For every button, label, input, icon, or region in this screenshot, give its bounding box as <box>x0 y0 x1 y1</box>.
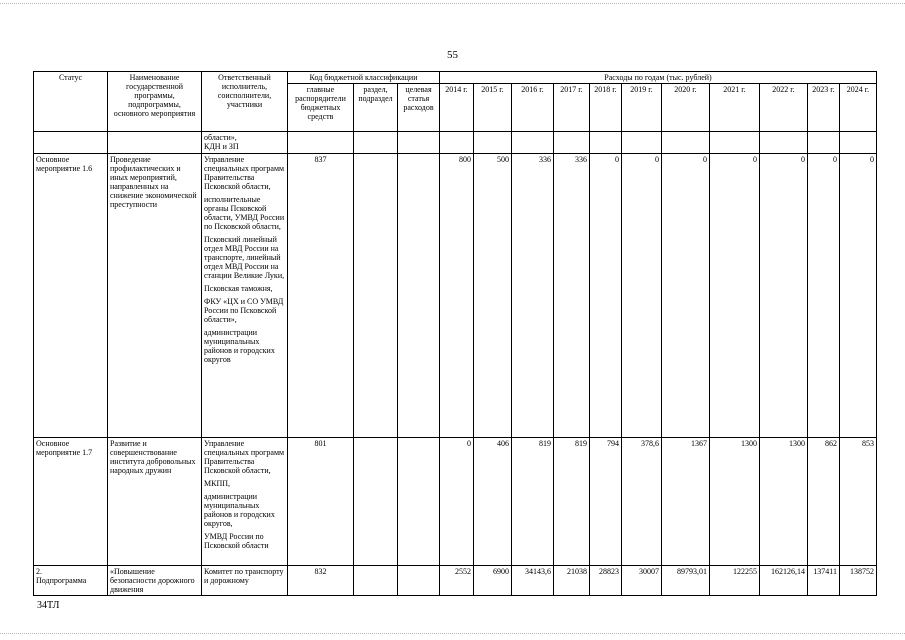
header-year: 2019 г. <box>622 84 662 132</box>
scan-top-edge <box>0 3 905 5</box>
header-status: Статус <box>34 72 108 132</box>
cell-responsible <box>202 438 288 566</box>
cell-value: 378,6 <box>622 438 662 566</box>
cell-value: 500 <box>474 154 512 438</box>
responsible-entry: исполнительные органы Псковской области, УМВД России по Псковской области, <box>204 195 285 231</box>
cell-kbk-section <box>354 154 398 438</box>
cell-responsible <box>202 154 288 438</box>
cell-responsible: области», КДН и ЗП <box>202 132 288 154</box>
cell-value: 2552 <box>440 566 474 596</box>
table-row <box>34 438 877 566</box>
cell-value: 30007 <box>622 566 662 596</box>
header-year: 2020 г. <box>662 84 710 132</box>
cell-value: 0 <box>440 438 474 566</box>
cell-responsible: Комитет по транспорту и дорожному <box>202 566 288 596</box>
cell-value: 0 <box>808 154 840 438</box>
scan-bottom-edge <box>0 633 905 635</box>
footer-code: 34ТЛ <box>37 600 60 611</box>
cell-value: 122255 <box>710 566 760 596</box>
cell-value: 0 <box>710 154 760 438</box>
cell-status: Основное мероприятие 1.6 <box>34 154 108 438</box>
page-number: 55 <box>447 49 458 61</box>
responsible-entry: ФКУ «ЦХ и СО УМВД России по Псковской области», <box>204 297 284 324</box>
cell-value: 138752 <box>840 566 877 596</box>
header-year: 2014 г. <box>440 84 474 132</box>
cell-value: 0 <box>590 154 622 438</box>
responsible-entry: Псковский линейный отдел МВД России на транспорте, линейный отдел МВД России на станции Великие Луки, <box>204 235 285 280</box>
cell-kbk-target <box>398 154 440 438</box>
cell-value: 162126,14 <box>760 566 808 596</box>
cell-value: 0 <box>760 154 808 438</box>
cell-kbk-target <box>398 566 440 596</box>
cell-kbk-target <box>398 438 440 566</box>
responsible-entry: Управление специальных программ Правительства Псковской области, <box>204 439 285 475</box>
header-kbk-target: целевая статья расходов <box>398 84 440 132</box>
cell-value: 28823 <box>590 566 622 596</box>
cell-kbk-main: 837 <box>288 154 354 438</box>
responsible-entry: Псковская таможня, <box>204 284 273 293</box>
header-year: 2016 г. <box>512 84 554 132</box>
cell-name: Проведение профилактических и иных мероприятий, направленных на снижение экономической преступности <box>108 154 202 438</box>
cell-name: «Повышение безопасности дорожного движения <box>108 566 202 596</box>
cell-value: 0 <box>840 154 877 438</box>
header-year: 2021 г. <box>710 84 760 132</box>
cell-value: 0 <box>622 154 662 438</box>
cell-value: 6900 <box>474 566 512 596</box>
header-expenses: Расходы по годам (тыс. рублей) <box>440 72 877 84</box>
table-row <box>34 154 877 438</box>
cell-value: 89793,01 <box>662 566 710 596</box>
budget-table <box>33 71 877 596</box>
responsible-entry: Управление специальных программ Правительства Псковской области, <box>204 155 285 191</box>
cell-value: 34143,6 <box>512 566 554 596</box>
cell-value: 336 <box>512 154 554 438</box>
cell-value: 862 <box>808 438 840 566</box>
responsible-entry: МКПП, <box>204 479 231 488</box>
cell-value: 0 <box>662 154 710 438</box>
header-kbk-section: раздел, подраздел <box>354 84 398 132</box>
cell-value: 1300 <box>710 438 760 566</box>
cell-value: 137411 <box>808 566 840 596</box>
cell-name: Развитие и совершенствование института добровольных народных дружин <box>108 438 202 566</box>
cell-value: 1300 <box>760 438 808 566</box>
cell-status: Основное мероприятие 1.7 <box>34 438 108 566</box>
header-name: Наименование государственной программы, подпрограммы, основного мероприятия <box>108 72 202 132</box>
table-row-continuation <box>34 132 877 154</box>
header-kbk-main: главные распорядители бюджетных средств <box>288 84 354 132</box>
responsible-entry: администрации муниципальных районов и городских округов, <box>204 492 275 528</box>
cell-value: 800 <box>440 154 474 438</box>
cell-value: 21038 <box>554 566 590 596</box>
header-year: 2023 г. <box>808 84 840 132</box>
responsible-entry: администрации муниципальных районов и городских округов <box>204 328 275 364</box>
cell-value: 336 <box>554 154 590 438</box>
header-year: 2024 г. <box>840 84 877 132</box>
cell-value: 794 <box>590 438 622 566</box>
cell-kbk-main: 832 <box>288 566 354 596</box>
cell-value: 819 <box>512 438 554 566</box>
header-kbk: Код бюджетной классификации <box>288 72 440 84</box>
responsible-entry: УМВД России по Псковской области <box>204 532 269 550</box>
cell-value: 1367 <box>662 438 710 566</box>
header-responsible: Ответственный исполнитель, соисполнители, участники <box>202 72 288 132</box>
cell-value: 853 <box>840 438 877 566</box>
cell-value: 406 <box>474 438 512 566</box>
cell-status: 2. Подпрограмма <box>34 566 108 596</box>
table-row <box>34 566 877 596</box>
cell-kbk-section <box>354 566 398 596</box>
header-year: 2022 г. <box>760 84 808 132</box>
header-year: 2015 г. <box>474 84 512 132</box>
cell-value: 819 <box>554 438 590 566</box>
cell-kbk-main: 801 <box>288 438 354 566</box>
header-year: 2017 г. <box>554 84 590 132</box>
cell-kbk-section <box>354 438 398 566</box>
header-year: 2018 г. <box>590 84 622 132</box>
